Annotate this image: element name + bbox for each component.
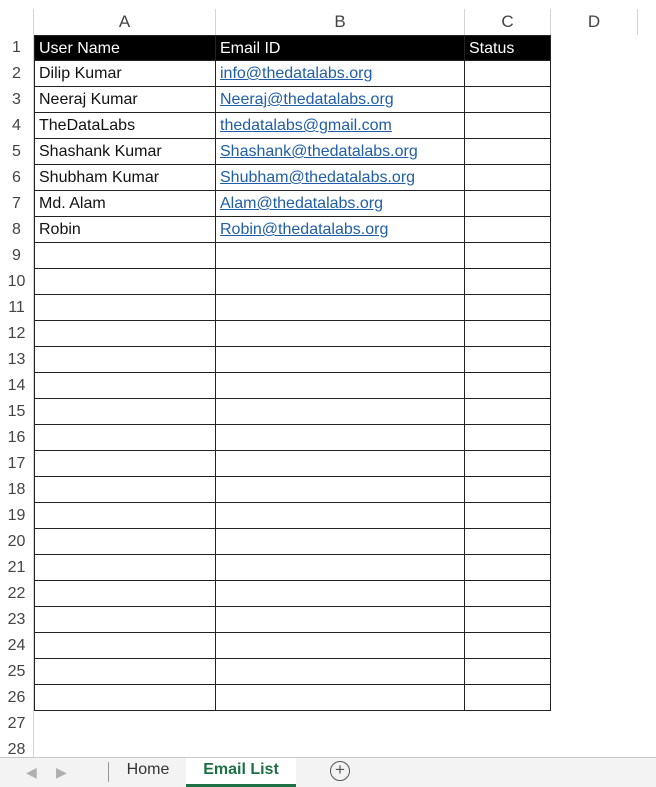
row-number[interactable]: 21 (0, 555, 34, 581)
status-cell[interactable] (465, 113, 551, 139)
email-link-cell[interactable] (216, 139, 465, 165)
row-number[interactable]: 16 (0, 425, 34, 451)
empty-cell[interactable] (216, 399, 465, 425)
table-row (0, 659, 656, 685)
select-all-corner[interactable] (0, 9, 34, 35)
header-row (0, 35, 656, 61)
email-link-cell[interactable] (216, 113, 465, 139)
table-row (0, 165, 656, 191)
status-cell[interactable] (465, 61, 551, 87)
email-link[interactable]: Robin@thedatalabs.org (220, 221, 389, 238)
email-link-cell[interactable] (216, 87, 465, 113)
prev-sheet-icon[interactable]: ◀ (26, 764, 37, 780)
email-link-cell[interactable] (216, 61, 465, 87)
name-cell[interactable]: Neeraj Kumar (34, 87, 216, 113)
status-cell[interactable] (465, 139, 551, 165)
empty-cell[interactable] (34, 451, 216, 477)
email-link[interactable]: info@thedatalabs.org (220, 65, 373, 82)
row-number[interactable]: 19 (0, 503, 34, 529)
name-cell[interactable]: Shubham Kumar (34, 165, 216, 191)
status-cell[interactable] (465, 191, 551, 217)
empty-cell[interactable] (216, 269, 465, 295)
empty-cell[interactable] (34, 295, 216, 321)
table-row (0, 711, 656, 737)
empty-cell[interactable] (216, 451, 465, 477)
empty-cell[interactable] (465, 685, 551, 711)
table-row (0, 399, 656, 425)
empty-cell[interactable] (216, 685, 465, 711)
table-row (0, 139, 656, 165)
table-row (0, 373, 656, 399)
empty-cell[interactable] (465, 243, 551, 269)
table-row (0, 555, 656, 581)
add-sheet-icon[interactable]: + (330, 761, 350, 781)
empty-cell[interactable] (465, 555, 551, 581)
empty-cell[interactable] (465, 529, 551, 555)
empty-cell[interactable] (34, 399, 216, 425)
table-row (0, 243, 656, 269)
empty-cell[interactable] (216, 607, 465, 633)
table-row (0, 295, 656, 321)
header-cell[interactable]: Email ID (216, 35, 465, 61)
empty-cell[interactable] (34, 633, 216, 659)
empty-cell[interactable] (465, 451, 551, 477)
table-row (0, 607, 656, 633)
tab-home[interactable]: Home (126, 761, 170, 778)
empty-cell[interactable] (34, 607, 216, 633)
header-cell[interactable]: User Name (34, 35, 216, 61)
table-row (0, 61, 656, 87)
empty-cell[interactable] (465, 477, 551, 503)
empty-cell[interactable] (216, 321, 465, 347)
row-number[interactable]: 5 (0, 139, 34, 165)
table-row (0, 633, 656, 659)
row-number[interactable]: 14 (0, 373, 34, 399)
empty-cell[interactable] (216, 659, 465, 685)
table-row (0, 737, 656, 757)
empty-cell[interactable] (216, 555, 465, 581)
table-row (0, 113, 656, 139)
name-cell[interactable]: Robin (34, 217, 216, 243)
row-number[interactable]: 17 (0, 451, 34, 477)
column-header-d[interactable]: D (551, 9, 638, 35)
row-number[interactable]: 28 (0, 737, 34, 757)
status-cell[interactable] (465, 87, 551, 113)
empty-cell[interactable] (216, 295, 465, 321)
empty-cell[interactable] (216, 243, 465, 269)
row-number[interactable]: 15 (0, 399, 34, 425)
empty-cell[interactable] (34, 581, 216, 607)
column-header-b[interactable]: B (216, 9, 465, 35)
empty-cell[interactable] (216, 477, 465, 503)
email-link-cell[interactable] (216, 217, 465, 243)
table-row (0, 87, 656, 113)
column-header-a[interactable]: A (34, 9, 216, 35)
row-number[interactable]: 23 (0, 607, 34, 633)
empty-cell[interactable] (34, 269, 216, 295)
table-row (0, 581, 656, 607)
empty-cell[interactable] (465, 347, 551, 373)
email-link[interactable]: Alam@thedatalabs.org (220, 195, 383, 212)
name-cell[interactable]: Dilip Kumar (34, 61, 216, 87)
empty-cell[interactable] (34, 347, 216, 373)
empty-cell[interactable] (34, 373, 216, 399)
empty-cell[interactable] (34, 659, 216, 685)
row-number[interactable]: 26 (0, 685, 34, 711)
row-number[interactable]: 20 (0, 529, 34, 555)
empty-cell[interactable] (34, 321, 216, 347)
empty-cell[interactable] (216, 529, 465, 555)
header-cell[interactable]: Status (465, 35, 551, 61)
table-row (0, 321, 656, 347)
email-link-cell[interactable] (216, 165, 465, 191)
sheet-tab-bar (0, 757, 656, 787)
empty-cell[interactable] (34, 529, 216, 555)
empty-cell[interactable] (465, 659, 551, 685)
empty-cell[interactable] (465, 503, 551, 529)
table-row (0, 529, 656, 555)
row-number[interactable]: 27 (0, 711, 34, 737)
row-number[interactable]: 2 (0, 61, 34, 87)
name-cell[interactable]: TheDataLabs (34, 113, 216, 139)
empty-cell[interactable] (465, 373, 551, 399)
row-number[interactable]: 25 (0, 659, 34, 685)
email-link[interactable]: Neeraj@thedatalabs.org (220, 91, 394, 108)
empty-cell[interactable] (216, 503, 465, 529)
empty-cell[interactable] (216, 581, 465, 607)
table-row (0, 269, 656, 295)
empty-cell[interactable] (465, 399, 551, 425)
tab-email-list[interactable]: Email List (186, 758, 296, 787)
row-number[interactable]: 8 (0, 217, 34, 243)
row-number[interactable]: 12 (0, 321, 34, 347)
empty-cell[interactable] (34, 685, 216, 711)
empty-cell[interactable] (465, 425, 551, 451)
row-number[interactable]: 11 (0, 295, 34, 321)
row-number[interactable]: 24 (0, 633, 34, 659)
name-cell[interactable]: Md. Alam (34, 191, 216, 217)
email-link[interactable]: Shubham@thedatalabs.org (220, 169, 416, 186)
table-row (0, 217, 656, 243)
row-number[interactable]: 10 (0, 269, 34, 295)
status-cell[interactable] (465, 217, 551, 243)
table-row (0, 451, 656, 477)
name-cell[interactable]: Shashank Kumar (34, 139, 216, 165)
empty-cell[interactable] (34, 503, 216, 529)
empty-cell[interactable] (216, 373, 465, 399)
row-number[interactable]: 1 (0, 35, 34, 61)
email-link[interactable]: thedatalabs@gmail.com (220, 117, 392, 134)
empty-cell[interactable] (34, 477, 216, 503)
tab-separator (108, 762, 109, 782)
empty-cell[interactable] (465, 321, 551, 347)
empty-cell[interactable] (465, 295, 551, 321)
row-number[interactable]: 3 (0, 87, 34, 113)
status-cell[interactable] (465, 165, 551, 191)
empty-cell[interactable] (34, 555, 216, 581)
row-number[interactable]: 7 (0, 191, 34, 217)
empty-cell[interactable] (465, 269, 551, 295)
table-row (0, 425, 656, 451)
table-row (0, 477, 656, 503)
email-link[interactable]: Shashank@thedatalabs.org (220, 143, 418, 160)
email-link-cell[interactable] (216, 191, 465, 217)
column-header-c[interactable]: C (465, 9, 551, 35)
row-number[interactable]: 13 (0, 347, 34, 373)
row-number[interactable]: 9 (0, 243, 34, 269)
empty-cell[interactable] (465, 607, 551, 633)
empty-cell[interactable] (216, 347, 465, 373)
empty-cell[interactable] (34, 243, 216, 269)
next-sheet-icon[interactable]: ▶ (56, 764, 67, 780)
row-number[interactable]: 6 (0, 165, 34, 191)
table-row (0, 347, 656, 373)
table-row (0, 191, 656, 217)
column-header-bar (0, 9, 656, 35)
empty-cell[interactable] (465, 633, 551, 659)
table-row (0, 503, 656, 529)
empty-cell[interactable] (465, 581, 551, 607)
empty-cell[interactable] (216, 425, 465, 451)
row-number[interactable]: 22 (0, 581, 34, 607)
empty-cell[interactable] (216, 633, 465, 659)
empty-cell[interactable] (34, 425, 216, 451)
row-number[interactable]: 18 (0, 477, 34, 503)
table-row (0, 685, 656, 711)
row-number[interactable]: 4 (0, 113, 34, 139)
